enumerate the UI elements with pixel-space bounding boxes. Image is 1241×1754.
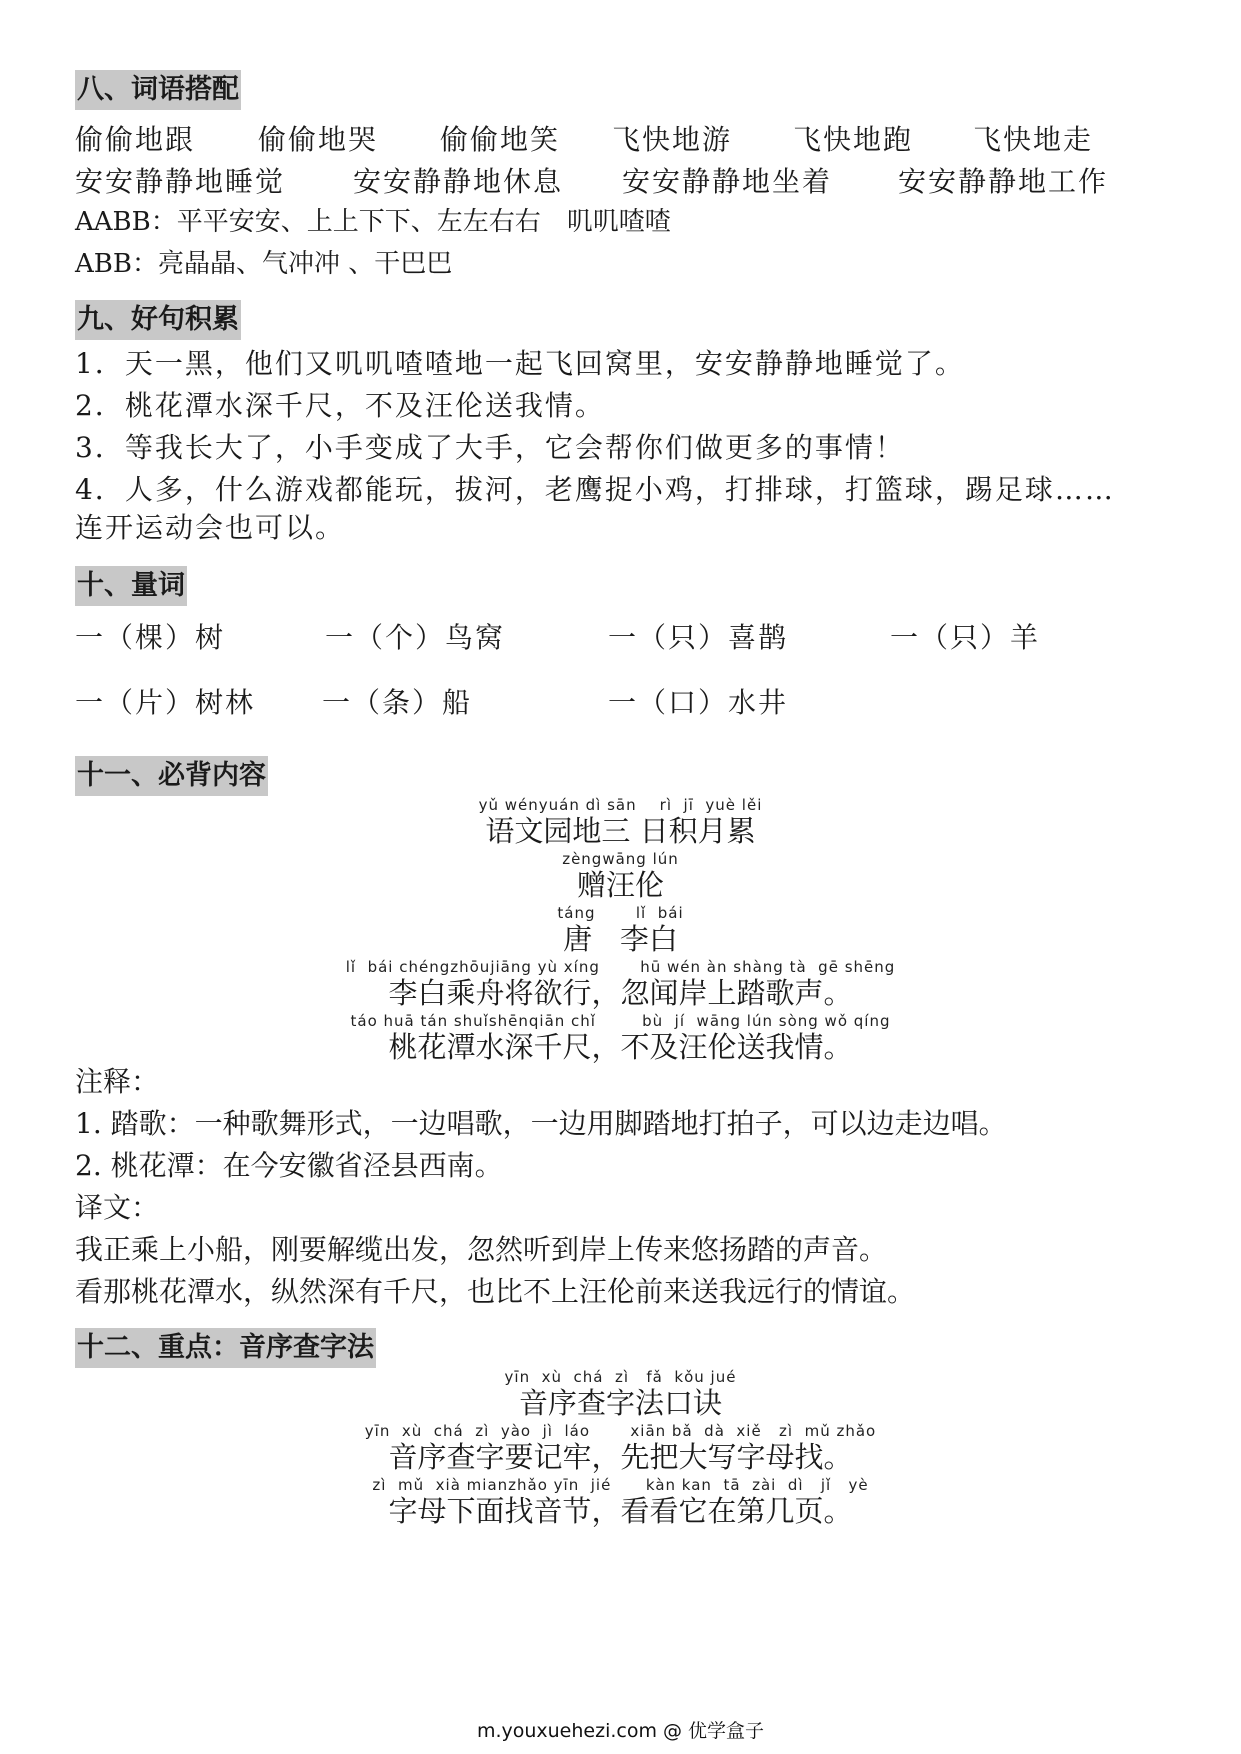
measure-word: 一（棵）树 bbox=[75, 621, 226, 654]
word-pair: 偷偷地笑 bbox=[440, 123, 561, 156]
sentence: 4．人多，什么游戏都能玩，拔河，老鹰捉小鸡，打排球，打篮球，踢足球…… bbox=[75, 473, 1115, 506]
measure-word: 一（只）喜鹊 bbox=[608, 621, 789, 654]
measure-word: 一（只）羊 bbox=[890, 621, 1041, 654]
poem-line: 桃花潭水深千尺，不及汪伦送我情。 bbox=[388, 1030, 853, 1064]
pinyin-line: zèngwāng lún bbox=[562, 850, 679, 868]
word-pair: 安安静静地坐着 bbox=[622, 165, 833, 198]
pinyin-line: táo huā tán shuǐshēnqiān chǐ bù jí wāng lún sòng wǒ qíng bbox=[350, 1012, 891, 1030]
sentence: 2．桃花潭水深千尺，不及汪伦送我情。 bbox=[75, 389, 605, 422]
sentence: 连开运动会也可以。 bbox=[75, 511, 346, 544]
rhyme-line: 字母下面找音节，看看它在第几页。 bbox=[388, 1494, 853, 1528]
pinyin-line: yīn xù chá zì fǎ kǒu jué bbox=[504, 1368, 737, 1386]
notes-label: 注释： bbox=[75, 1065, 160, 1098]
poem-author: 唐 李白 bbox=[563, 922, 678, 956]
section-12-heading: 十二、重点：音序查字法 bbox=[75, 1328, 376, 1368]
translation-label: 译文： bbox=[75, 1191, 160, 1224]
word-pair: 飞快地走 bbox=[973, 123, 1094, 156]
translation-line: 我正乘上小船，刚要解缆出发，忽然听到岸上传来悠扬踏的声音。 bbox=[75, 1233, 888, 1266]
poem-line: 语文园地三 日积月累 bbox=[485, 814, 756, 848]
section-8-heading: 八、词语搭配 bbox=[75, 70, 241, 110]
word-pair: 飞快地跑 bbox=[793, 123, 914, 156]
rhyme-title: 音序查字法口诀 bbox=[518, 1386, 722, 1420]
word-pair: 偷偷地哭 bbox=[258, 123, 379, 156]
poem-line: 李白乘舟将欲行，忽闻岸上踏歌声。 bbox=[388, 976, 853, 1010]
abb-words: ABB：亮晶晶、气冲冲 、干巴巴 bbox=[75, 249, 453, 279]
aabb-words: AABB：平平安安、上上下下、左左右右 叽叽喳喳 bbox=[75, 207, 671, 237]
measure-word: 一（条）船 bbox=[322, 686, 473, 719]
pinyin-line: yǔ wényuán dì sān rì jī yuè lěi bbox=[478, 796, 763, 814]
section-10-heading: 十、量词 bbox=[75, 566, 187, 606]
word-pair: 飞快地游 bbox=[612, 123, 733, 156]
measure-word: 一（口）水井 bbox=[608, 686, 789, 719]
word-pair: 安安静静地工作 bbox=[898, 165, 1109, 198]
pinyin-line: táng lǐ bái bbox=[557, 904, 684, 922]
word-pair: 安安静静地休息 bbox=[353, 165, 564, 198]
section-9-heading: 九、好句积累 bbox=[75, 300, 241, 340]
poem-title: 赠汪伦 bbox=[576, 868, 664, 902]
pinyin-line: yīn xù chá zì yào jì láo xiān bǎ dà xiě zì mǔ zhǎo bbox=[364, 1422, 877, 1440]
pinyin-line: zì mǔ xià mianzhǎo yīn jié kàn kan tā zài dì jǐ yè bbox=[372, 1476, 869, 1494]
word-pair: 安安静静地睡觉 bbox=[75, 165, 286, 198]
measure-word: 一（个）鸟窝 bbox=[325, 621, 506, 654]
rhyme-line: 音序查字要记牢，先把大写字母找。 bbox=[388, 1440, 853, 1474]
rhyme-block bbox=[0, 1368, 1241, 1528]
note-item: 2. 桃花潭：在今安徽省泾县西南。 bbox=[75, 1149, 503, 1182]
measure-word: 一（片）树林 bbox=[75, 686, 256, 719]
pinyin-line: lǐ bái chéngzhōujiāng yù xíng hū wén àn shàng tà gē shēng bbox=[345, 958, 896, 976]
translation-line: 看那桃花潭水，纵然深有千尺，也比不上汪伦前来送我远行的情谊。 bbox=[75, 1275, 916, 1308]
poem-block bbox=[0, 796, 1241, 1064]
note-item: 1. 踏歌：一种歌舞形式，一边唱歌，一边用脚踏地打拍子，可以边走边唱。 bbox=[75, 1107, 1007, 1140]
footer-watermark: m.youxuehezi.com @ 优学盒子 bbox=[476, 1720, 765, 1742]
section-11-heading: 十一、必背内容 bbox=[75, 756, 268, 796]
sentence: 1．天一黑，他们又叽叽喳喳地一起飞回窝里，安安静静地睡觉了。 bbox=[75, 347, 965, 380]
word-pair: 偷偷地跟 bbox=[75, 123, 196, 156]
sentence: 3．等我长大了，小手变成了大手，它会帮你们做更多的事情！ bbox=[75, 431, 905, 464]
